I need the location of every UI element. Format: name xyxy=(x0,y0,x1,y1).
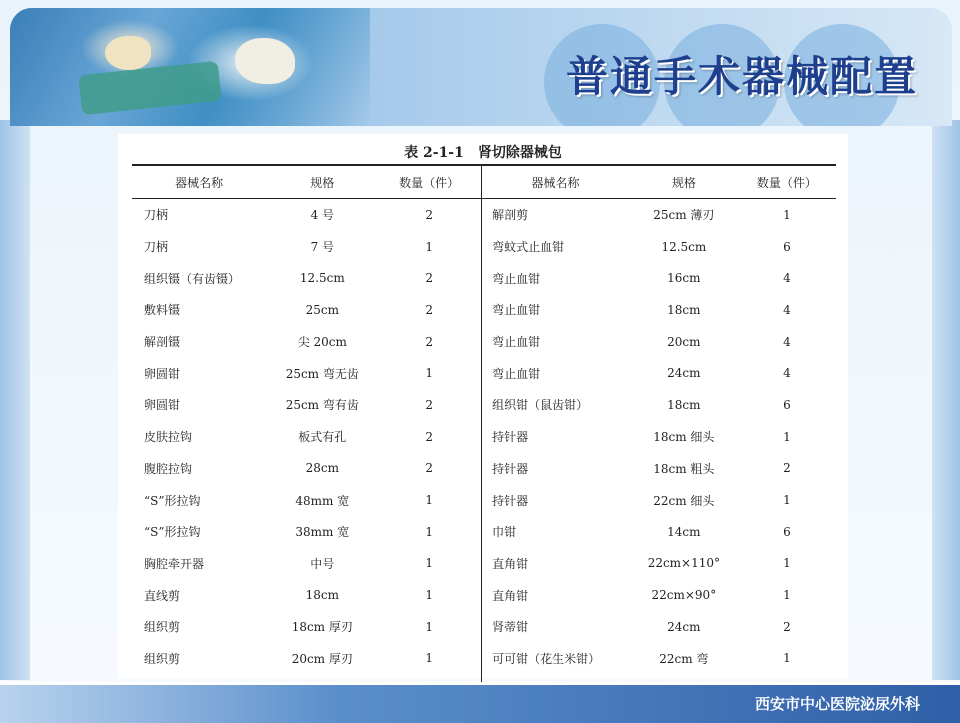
cell-qty-right: 4 xyxy=(783,271,791,286)
cell-qty-right: 2 xyxy=(783,461,791,476)
cell-name: 刀柄 xyxy=(144,208,169,223)
cell-name-right: 弯止血钳 xyxy=(482,262,630,294)
table-row xyxy=(132,357,836,389)
cell-name-right: 弯止血钳 xyxy=(482,294,630,326)
table-header-row xyxy=(132,165,836,199)
table-body xyxy=(132,199,836,708)
cell-name: 刀柄 xyxy=(144,240,169,255)
cell-name-right: 直角钳 xyxy=(482,579,630,611)
cell-qty: 2 xyxy=(425,207,433,222)
cell-spec: 4 号 xyxy=(310,208,335,223)
cell-name-right: 持针器 xyxy=(482,484,630,516)
cell-spec-right: 25cm 薄刃 xyxy=(653,208,715,223)
cell-spec: 12.5cm xyxy=(299,271,345,286)
cell-name-right: 持针器 xyxy=(482,453,630,485)
cell-qty-right: 6 xyxy=(783,524,791,539)
cell-spec: 25cm xyxy=(305,302,339,317)
footer-bar xyxy=(0,682,960,723)
table-row xyxy=(132,611,836,643)
cell-spec-right: 18cm xyxy=(667,397,701,412)
cell-qty-right: 4 xyxy=(783,366,791,381)
cell-spec-right: 16cm xyxy=(667,271,701,286)
cell-spec-right: 12.5cm xyxy=(661,239,707,254)
cell-spec: 7 号 xyxy=(310,240,335,255)
cell-qty-right: 6 xyxy=(783,239,791,254)
cell-name-right: 持针器 xyxy=(482,421,630,453)
cell-spec-right: 14cm xyxy=(667,524,701,539)
table-row xyxy=(132,484,836,516)
cell-qty: 1 xyxy=(425,556,433,571)
right-decorative-rail xyxy=(932,120,960,680)
gloved-hand-shape xyxy=(105,36,151,70)
cell-name-right: 解剖剪 xyxy=(482,199,630,231)
cell-qty-right: 2 xyxy=(783,619,791,634)
cell-spec-right: 22cm 弯 xyxy=(659,651,709,666)
cell-spec: 38mm 宽 xyxy=(295,525,350,540)
cell-name-right: 直角钳 xyxy=(482,548,630,580)
cell-spec: 尖 20cm xyxy=(297,335,347,350)
instrument-table-card xyxy=(118,134,848,678)
cell-spec-right: 18cm 粗头 xyxy=(653,461,715,476)
cell-name-right: 可可钳（花生米钳） xyxy=(482,643,630,675)
header-qty: 数量（件） xyxy=(377,165,481,199)
table-row xyxy=(132,199,836,231)
header-name-right: 器械名称 xyxy=(482,165,630,199)
instrument-table xyxy=(132,164,836,708)
cell-name: 组织剪 xyxy=(144,651,181,666)
slide-header xyxy=(10,8,952,126)
cell-spec: 25cm 弯有齿 xyxy=(285,398,359,413)
cell-qty: 2 xyxy=(425,461,433,476)
cell-qty: 1 xyxy=(425,366,433,381)
table-row xyxy=(132,516,836,548)
cell-name: 腹腔拉钩 xyxy=(144,461,193,476)
cell-spec-right: 20cm xyxy=(667,334,701,349)
cell-spec-right: 24cm xyxy=(667,366,701,381)
cell-qty-right: 4 xyxy=(783,334,791,349)
table-row xyxy=(132,294,836,326)
cell-spec-right: 24cm xyxy=(667,619,701,634)
cell-qty-right: 1 xyxy=(783,207,791,222)
cell-qty-right: 1 xyxy=(783,556,791,571)
cell-qty: 1 xyxy=(425,651,433,666)
cell-name: “S”形拉钩 xyxy=(144,493,201,508)
cell-name: 卵圆钳 xyxy=(144,398,181,413)
cell-qty-right: 1 xyxy=(783,493,791,508)
cell-name: 皮肤拉钩 xyxy=(144,430,193,445)
cell-spec: 28cm xyxy=(305,461,339,476)
cell-qty: 1 xyxy=(425,619,433,634)
cell-spec-right: 22cm×90° xyxy=(651,588,717,603)
cell-spec: 48mm 宽 xyxy=(295,493,350,508)
cell-qty-right: 1 xyxy=(783,429,791,444)
cell-name: 胸腔牵开器 xyxy=(144,556,205,571)
cell-spec-right: 18cm 细头 xyxy=(653,430,715,445)
cell-qty: 1 xyxy=(425,588,433,603)
table-row xyxy=(132,262,836,294)
cell-name: 组织剪 xyxy=(144,620,181,635)
header-name: 器械名称 xyxy=(132,165,267,199)
table-row xyxy=(132,643,836,675)
cell-name-right: 弯蚊式止血钳 xyxy=(482,231,630,263)
cell-qty: 2 xyxy=(425,334,433,349)
left-decorative-rail xyxy=(0,120,30,680)
cell-name-right: 巾钳 xyxy=(482,516,630,548)
cell-name: “S”形拉钩 xyxy=(144,525,201,540)
cell-spec-right: 22cm 细头 xyxy=(653,493,715,508)
cell-qty: 1 xyxy=(425,239,433,254)
cell-spec-right: 22cm×110° xyxy=(647,556,721,571)
gloved-hand-shape xyxy=(235,38,295,84)
cell-name-right: 组织钳（鼠齿钳） xyxy=(482,389,630,421)
footer-hospital-name: 西安市中心医院泌尿外科 xyxy=(754,695,920,713)
table-row xyxy=(132,231,836,263)
cell-spec-right: 18cm xyxy=(667,302,701,317)
header-spec-right: 规格 xyxy=(630,165,738,199)
cell-qty-right: 6 xyxy=(783,397,791,412)
table-row xyxy=(132,389,836,421)
cell-spec: 板式有孔 xyxy=(298,430,347,445)
surgical-drape-shape xyxy=(78,61,221,115)
cell-qty: 2 xyxy=(425,302,433,317)
cell-name-right: 弯止血钳 xyxy=(482,357,630,389)
cell-spec: 18cm 厚刃 xyxy=(291,620,353,635)
cell-name-right: 弯止血钳 xyxy=(482,326,630,358)
cell-qty-right: 1 xyxy=(783,651,791,666)
cell-name: 卵圆钳 xyxy=(144,366,181,381)
cell-name: 敷料镊 xyxy=(144,303,181,318)
cell-qty: 2 xyxy=(425,271,433,286)
cell-qty: 1 xyxy=(425,493,433,508)
cell-qty-right: 4 xyxy=(783,302,791,317)
table-caption: 表 2-1-1 肾切除器械包 xyxy=(404,145,562,161)
surgery-photo xyxy=(10,8,370,126)
cell-spec: 18cm xyxy=(305,588,339,603)
cell-spec: 25cm 弯无齿 xyxy=(285,366,359,381)
cell-qty: 2 xyxy=(425,429,433,444)
cell-qty: 1 xyxy=(425,524,433,539)
table-row xyxy=(132,421,836,453)
table-row xyxy=(132,453,836,485)
table-row xyxy=(132,326,836,358)
cell-name: 直线剪 xyxy=(144,588,181,603)
cell-spec: 20cm 厚刃 xyxy=(291,651,353,666)
cell-name-right: 肾蒂钳 xyxy=(482,611,630,643)
cell-name: 组织镊（有齿镊） xyxy=(144,271,241,286)
cell-name: 解剖镊 xyxy=(144,335,181,350)
cell-qty: 2 xyxy=(425,397,433,412)
cell-qty-right: 1 xyxy=(783,588,791,603)
header-qty-right: 数量（件） xyxy=(738,165,836,199)
table-row xyxy=(132,548,836,580)
slide-title: 普通手术器械配置 xyxy=(565,52,918,101)
table-row xyxy=(132,579,836,611)
header-spec: 规格 xyxy=(267,165,377,199)
cell-spec: 中号 xyxy=(310,556,335,571)
